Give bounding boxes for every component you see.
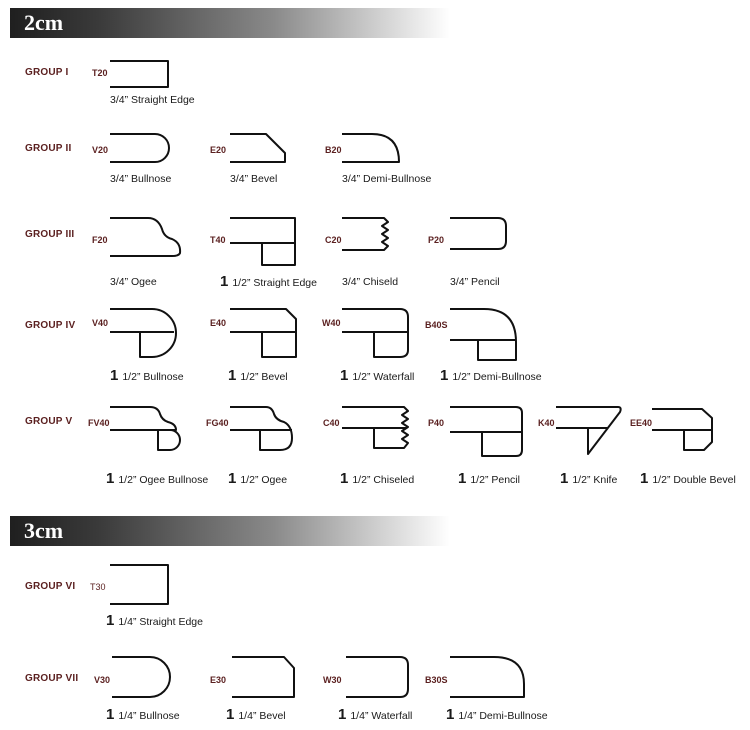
profile-caption: 1 1/2” Chiseled — [340, 470, 415, 487]
section-header-2cm — [10, 8, 450, 38]
profile-caption: 1 1/2” Pencil — [458, 470, 520, 487]
profile-caption: 1 1/2” Bullnose — [110, 367, 184, 384]
section-title: 3cm — [24, 518, 64, 543]
group-label: GROUP II — [25, 143, 72, 154]
profile-code: C20 — [325, 235, 342, 245]
profile-code: E30 — [210, 675, 227, 685]
profile-waterfall-icon — [342, 308, 414, 360]
group-label: GROUP V — [25, 416, 73, 427]
profile-caption: 1 1/4” Waterfall — [338, 706, 413, 723]
profile-pencil-icon — [450, 406, 528, 460]
profile-caption: 3/4” Demi-Bullnose — [342, 173, 432, 185]
profile-straight-edge-icon — [110, 564, 172, 606]
profile-caption: 1 1/2” Demi-Bullnose — [440, 367, 542, 384]
profile-code: T20 — [92, 68, 108, 78]
profile-straight-edge-icon — [110, 60, 172, 90]
group-label: GROUP I — [25, 67, 69, 78]
group-label: GROUP III — [25, 229, 75, 240]
profile-caption: 3/4” Chiseld — [342, 276, 399, 288]
group-label: GROUP IV — [25, 320, 76, 331]
profile-chiseled-icon — [342, 217, 394, 253]
profile-caption: 3/4” Bevel — [230, 173, 278, 185]
profile-demi-bullnose-icon — [450, 656, 530, 702]
profile-chiseled-icon — [342, 406, 414, 452]
profile-code: EE40 — [630, 418, 653, 428]
profile-code: K40 — [538, 418, 555, 428]
profile-caption: 3/4” Straight Edge — [110, 94, 195, 106]
profile-ogee-bullnose-icon — [110, 406, 184, 456]
profile-ogee-icon — [110, 217, 184, 261]
profile-code: W30 — [323, 675, 342, 685]
profile-caption: 1 1/2” Double Bevel — [640, 470, 736, 487]
profile-code: T30 — [90, 582, 106, 592]
profile-bevel-icon — [230, 308, 302, 360]
profile-code: W40 — [322, 318, 341, 328]
profile-bevel-icon — [232, 656, 298, 702]
section-header-3cm — [10, 516, 450, 546]
profile-waterfall-icon — [346, 656, 412, 702]
profile-bevel-icon — [230, 133, 290, 165]
profile-caption: 1 1/4” Demi-Bullnose — [446, 706, 548, 723]
profile-code: B20 — [325, 145, 342, 155]
profile-code: V30 — [94, 675, 111, 685]
profile-demi-bullnose-icon — [450, 308, 522, 364]
group-label: GROUP VI — [25, 581, 76, 592]
section-title: 2cm — [24, 10, 64, 35]
profile-caption: 1 1/4” Bevel — [226, 706, 286, 723]
group-label: GROUP VII — [25, 673, 79, 684]
profile-bullnose-icon — [110, 308, 178, 360]
profile-code: B40S — [425, 320, 448, 330]
profile-knife-icon — [556, 406, 626, 458]
profile-caption: 3/4” Ogee — [110, 276, 157, 288]
profile-caption: 1 1/2” Waterfall — [340, 367, 415, 384]
profile-code: V40 — [92, 318, 109, 328]
profile-code: FV40 — [88, 418, 110, 428]
profile-code: E20 — [210, 145, 227, 155]
profile-bullnose-icon — [110, 133, 174, 165]
profile-caption: 3/4” Bullnose — [110, 173, 172, 185]
profile-code: E40 — [210, 318, 227, 328]
profile-caption: 3/4” Pencil — [450, 276, 500, 288]
profile-caption: 1 1/4” Straight Edge — [106, 612, 203, 629]
profile-bullnose-icon — [112, 656, 174, 702]
profile-code: B30S — [425, 675, 448, 685]
profile-caption: 1 1/2” Bevel — [228, 367, 288, 384]
profile-caption: 1 1/4” Bullnose — [106, 706, 180, 723]
profile-code: V20 — [92, 145, 109, 155]
profile-code: C40 — [323, 418, 340, 428]
profile-pencil-icon — [450, 217, 512, 253]
profile-ogee-icon — [230, 406, 302, 456]
profile-code: F20 — [92, 235, 108, 245]
profile-caption: 1 1/2” Ogee Bullnose — [106, 470, 209, 487]
profile-demi-bullnose-icon — [342, 133, 404, 167]
profile-code: T40 — [210, 235, 226, 245]
profile-code: FG40 — [206, 418, 229, 428]
profile-straight-edge-icon — [230, 217, 300, 269]
profile-double-bevel-icon — [652, 408, 718, 454]
profile-caption: 1 1/2” Straight Edge — [220, 273, 317, 290]
profile-caption: 1 1/2” Knife — [560, 470, 618, 487]
profile-caption: 1 1/2” Ogee — [228, 470, 288, 487]
profile-code: P20 — [428, 235, 445, 245]
profile-code: P40 — [428, 418, 445, 428]
